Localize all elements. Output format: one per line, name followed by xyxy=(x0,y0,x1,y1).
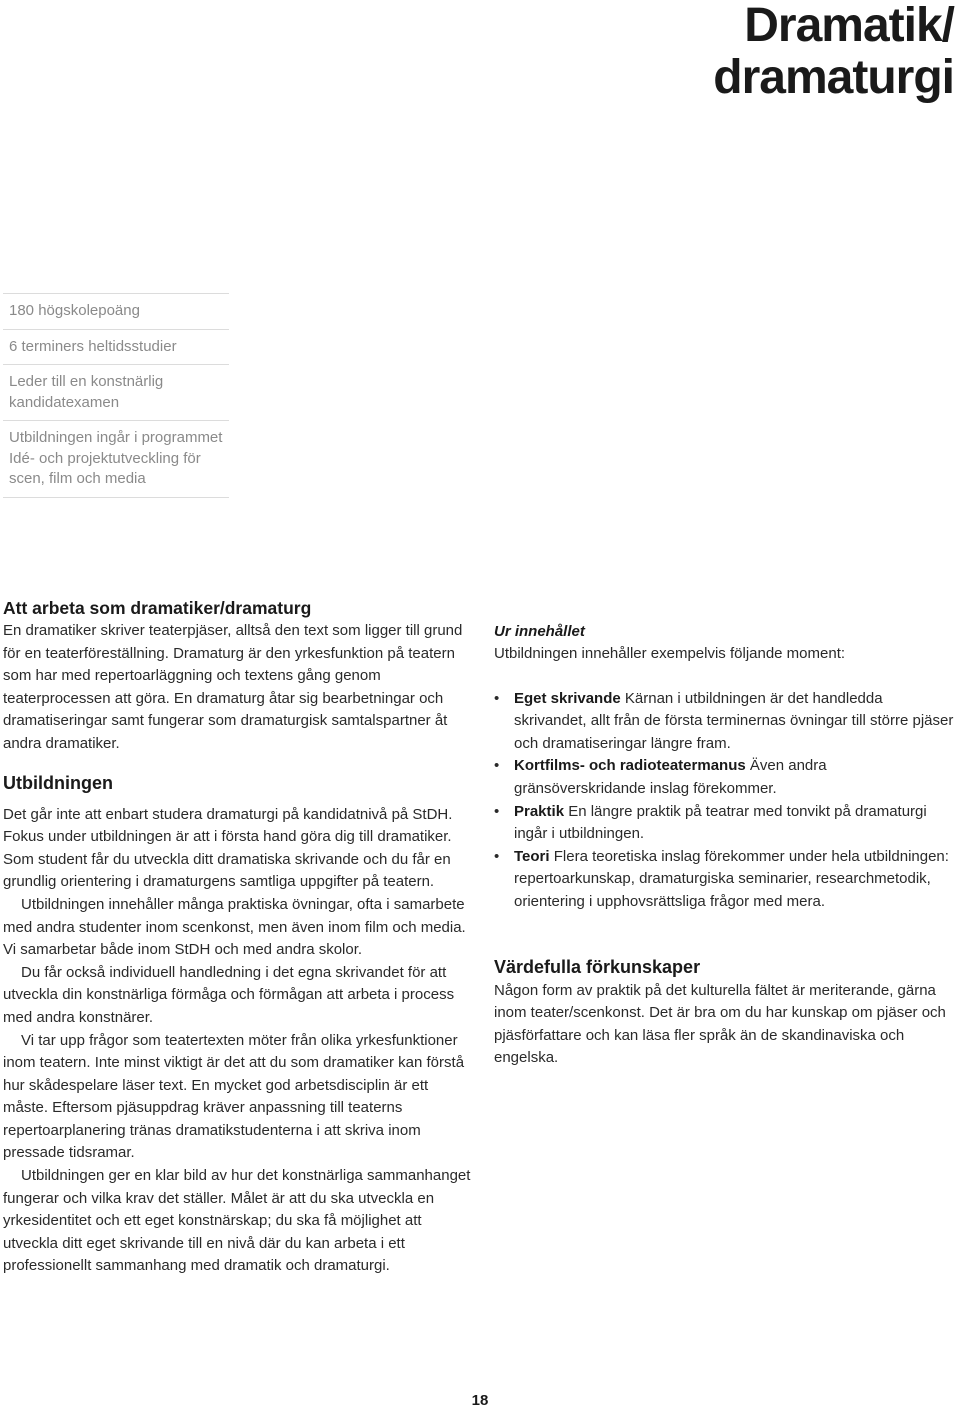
list-item-text: Även andra gränsöverskridande inslag förekommer. xyxy=(514,757,827,797)
bullet-icon: • xyxy=(494,689,500,707)
list-item-term: Kortfilms- och radioteatermanus xyxy=(514,757,746,775)
fact-degree: Leder till en konstnärlig kandidatexamen xyxy=(3,365,229,421)
prerequisites-paragraph: Någon form av praktik på det kulturella fältet är meriterande, gärna inom teater/scenkonst. Det är bra om du har kunskap om pjäser och pjäsförfattare och kan läsa fler språk än de skandinaviska och engelska. xyxy=(494,981,946,1067)
content-heading: Ur innehållet xyxy=(494,623,585,640)
page-title-line-1: Dramatik/ xyxy=(744,0,954,52)
list-item xyxy=(494,801,956,846)
list-item-term: Teori xyxy=(514,847,550,865)
heading-work: Att arbeta som dramatiker/dramaturg xyxy=(3,598,312,618)
fact-programme: Utbildningen ingår i programmet Idé- och projektutveckling för scen, film och media xyxy=(3,421,229,498)
content-intro: Utbildningen innehåller exempelvis följande moment: xyxy=(494,645,846,662)
content-list xyxy=(494,688,956,914)
page-title xyxy=(713,0,954,104)
education-paragraph-3: Du får också individuell handledning i det egna skrivandet för att utveckla din konstnärliga förmåga och förmågan att arbeta i process med andra konstnärer. xyxy=(3,963,455,1026)
list-item xyxy=(494,755,956,800)
fact-credits: 180 högskolepoäng xyxy=(3,294,229,330)
right-column xyxy=(494,621,956,1070)
heading-prerequisites: Värdefulla förkunskaper xyxy=(494,956,701,977)
education-paragraph-4: Vi tar upp frågor som teatertexten möter från olika yrkesfunktioner inom teatern. Inte minst viktigt är det att du som dramatiker kan förstå hur skådespelare läser text. En mycket god arbetsdisciplin är ett måste. Eftersom pjäsuppdrag kräver anpassning till teaterns repertoarplanering tränas dramatikstudenterna i att skriva inom pressade tidsramar. xyxy=(3,1031,465,1162)
list-item-text: En längre praktik på teatrar med tonvikt på dramaturgi ingår i utbildningen. xyxy=(514,802,927,843)
facts-box xyxy=(3,293,229,498)
list-item xyxy=(494,846,956,914)
list-item-text: Flera teoretiska inslag förekommer under hela utbildningen: repertoarkunskap, dramaturgiska seminarier, researchmetodik, orientering i upphovsrättsliga frågor med mera. xyxy=(514,847,949,910)
bullet-icon: • xyxy=(494,847,500,865)
education-paragraph-5: Utbildningen ger en klar bild av hur det konstnärliga sammanhanget fungerar och vilka krav det ställer. Målet är att du ska utveckla en yrkesidentitet och ett eget konstnärskap; du ska få möjlighet att utveckla ditt eget skrivande till en nivå där du kan arbeta i ett professionellt sammanhang med dramatik och dramaturgi. xyxy=(3,1167,471,1275)
fact-duration: 6 terminers heltidsstudier xyxy=(3,330,229,366)
heading-education: Utbildningen xyxy=(3,772,113,793)
list-item-term: Eget skrivande xyxy=(514,689,621,707)
intro-paragraph: En dramatiker skriver teaterpjäser, alltså den text som ligger till grund för en teaterföreställning. Dramaturg är den yrkesfunktion på teatern som har med repertoarläggning och textens gång genom teaterprocessen att göra. En dramaturg åtar sig bearbetningar och dramatiseringar samt fungerar som dramaturgisk samtalspartner åt andra dramatiker. xyxy=(3,622,463,752)
left-column xyxy=(3,596,471,1278)
list-item-term: Praktik xyxy=(514,802,565,820)
education-paragraph-1: Det går inte att enbart studera dramaturgi på kandidatnivå på StDH. Fokus under utbildningen är att i första hand göra dig till dramatiker. Som student får du utveckla ditt dramatiska skrivande och du får en grundlig orientering i dramaturgens samtliga uppgifter på teatern. xyxy=(3,805,453,891)
bullet-icon: • xyxy=(494,757,500,775)
bullet-icon: • xyxy=(494,802,500,820)
list-item-text: Kärnan i utbildningen är det handledda skrivandet, allt från de första terminernas övningar till större pjäser och dramatiseringar längre fram. xyxy=(514,689,954,752)
list-item xyxy=(494,688,956,756)
page-number: 18 xyxy=(471,1392,489,1409)
education-paragraph-2: Utbildningen innehåller många praktiska övningar, ofta i samarbete med andra studenter inom scenkonst, men även inom film och media. Vi samarbetar både inom StDH och med andra skolor. xyxy=(3,895,466,959)
page-title-line-2: dramaturgi xyxy=(713,51,954,104)
